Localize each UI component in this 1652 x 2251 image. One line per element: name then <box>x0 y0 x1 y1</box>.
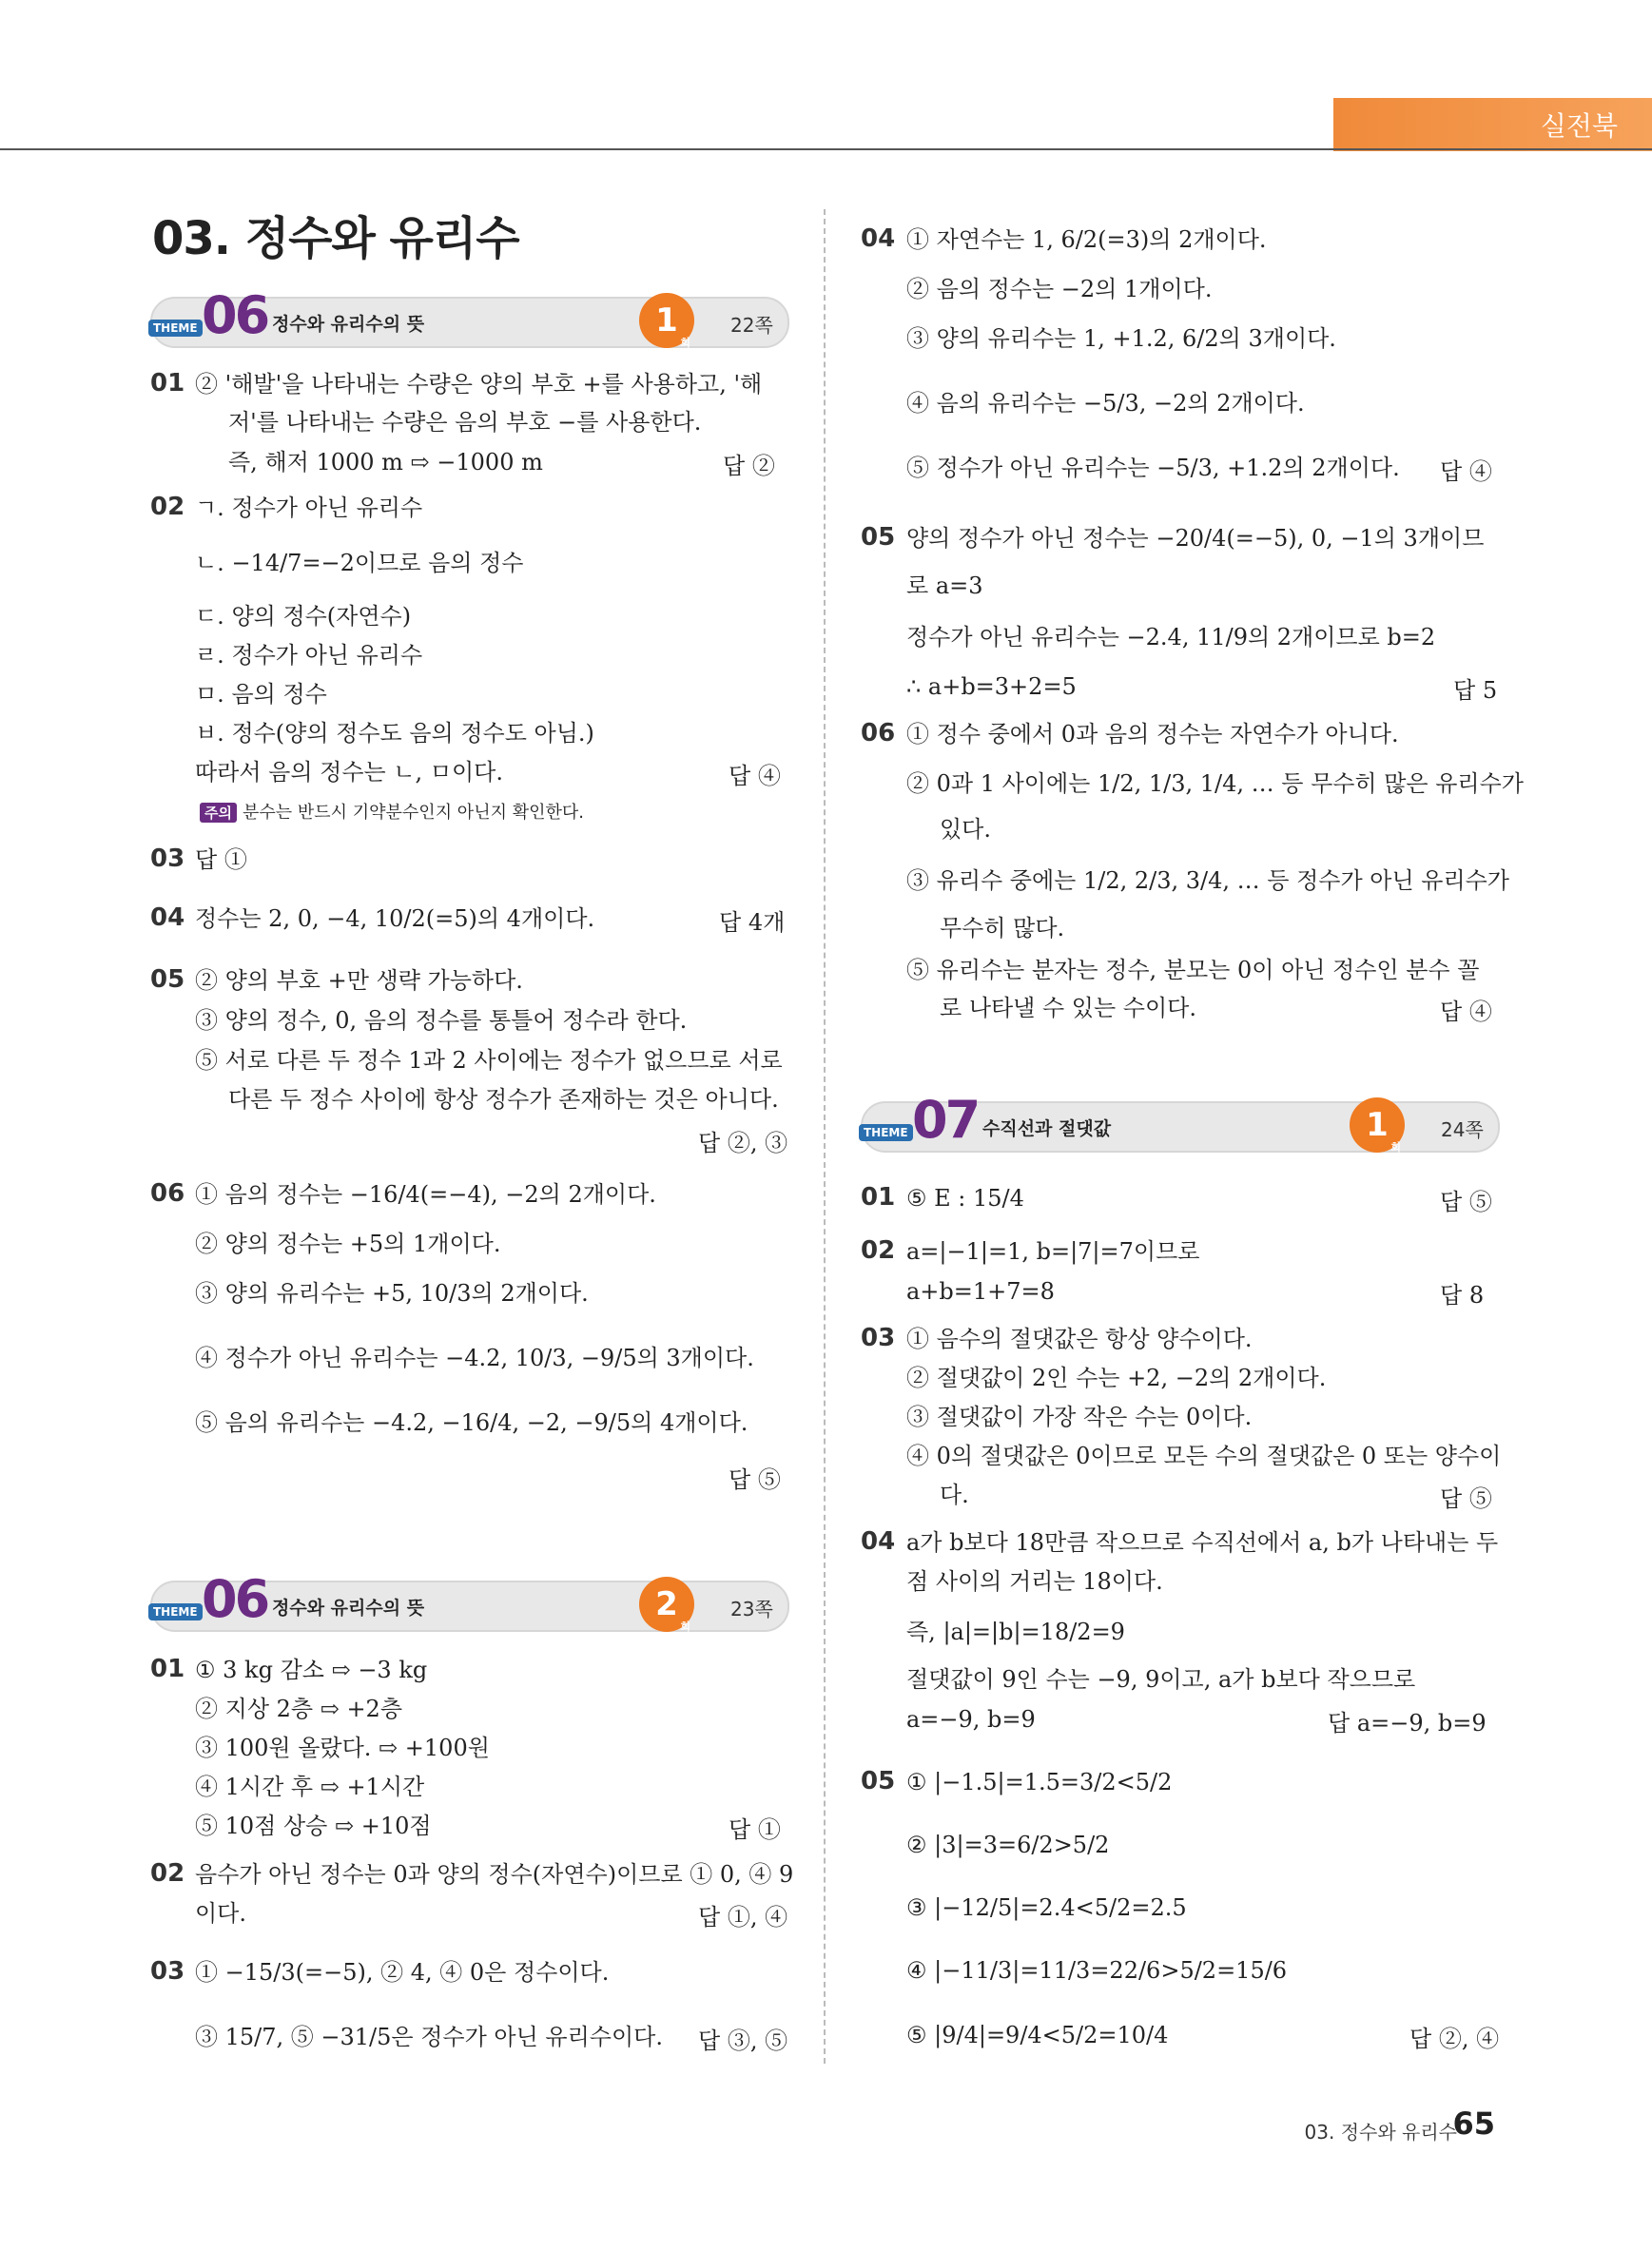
solution-line: ② 절댓값이 2인 수는 +2, −2의 2개이다. <box>906 1365 1327 1391</box>
theme-tag: THEME <box>859 1124 913 1141</box>
section-tab-label: 실전북 <box>1540 110 1618 142</box>
page-reference: 22쪽 <box>730 314 773 337</box>
footer-chapter-label: 03. 정수와 유리수 <box>1304 2121 1457 2144</box>
solution-line: ㄷ. 양의 정수(자연수) <box>195 603 412 630</box>
solution-line: ② '해발'을 나타내는 수량은 양의 부호 +를 사용하고, '해 <box>195 371 763 398</box>
solution-line: ⑤ E : 15/4 <box>906 1185 1024 1212</box>
solution-line: ⑤ 음의 유리수는 −4.2, −16/4, −2, −9/5의 4개이다. <box>195 1409 748 1436</box>
answer-mark: 답 ④ <box>1440 458 1492 485</box>
solution-line: ① 3 kg 감소 ⇨ −3 kg <box>195 1657 428 1683</box>
answer-mark: 답 ③, ⑤ <box>698 2028 788 2054</box>
round-badge: 1 회 <box>639 293 694 348</box>
answer-mark: 답 ⑤ <box>1440 1485 1492 1512</box>
solution-line: ⑤ 서로 다른 두 정수 1과 2 사이에는 정수가 없으므로 서로 <box>195 1047 783 1074</box>
round-badge: 2 회 <box>639 1577 694 1632</box>
solution-line: 따라서 음의 정수는 ㄴ, ㅁ이다. <box>195 759 503 786</box>
solution-line: 다. <box>940 1482 969 1508</box>
solution-line: ① 음수의 절댓값은 항상 양수이다. <box>906 1326 1253 1352</box>
solution-line: 절댓값이 9인 수는 −9, 9이고, a가 b보다 작으므로 <box>906 1666 1416 1693</box>
solution-line: ② 양의 정수는 +5의 1개이다. <box>195 1231 501 1257</box>
solution-line: ④ 0의 절댓값은 0이므로 모든 수의 절댓값은 0 또는 양수이 <box>906 1443 1502 1469</box>
solution-line: ④ 정수가 아닌 유리수는 −4.2, 10/3, −9/5의 3개이다. <box>195 1345 754 1371</box>
problem-number: 01 <box>150 369 185 398</box>
solution-line: ③ 100원 올랐다. ⇨ +100원 <box>195 1735 490 1761</box>
solution-line: 답 ① <box>195 846 247 873</box>
solution-line: 즉, 해저 1000 m ⇨ −1000 m <box>228 449 543 475</box>
problem-number: 02 <box>150 1859 185 1888</box>
answer-mark: 답 ① <box>729 1816 781 1843</box>
caution-note: 주의 분수는 반드시 기약분수인지 아닌지 확인한다. <box>200 799 584 824</box>
solution-line: 음수가 아닌 정수는 0과 양의 정수(자연수)이므로 ① 0, ④ 9 <box>195 1861 794 1888</box>
page-reference: 24쪽 <box>1441 1118 1484 1141</box>
page-number: 65 <box>1452 2105 1495 2142</box>
solution-line: 이다. <box>195 1900 246 1927</box>
answer-mark: 답 a=−9, b=9 <box>1328 1710 1487 1737</box>
solution-line: a+b=1+7=8 <box>906 1278 1055 1305</box>
solution-line: ∴ a+b=3+2=5 <box>906 673 1077 700</box>
answer-mark: 답 ④ <box>729 763 781 789</box>
solution-line: a=−9, b=9 <box>906 1706 1036 1733</box>
theme-number: 07 <box>912 1090 979 1150</box>
solution-line: ㄹ. 정수가 아닌 유리수 <box>195 642 423 669</box>
answer-mark: 답 ②, ③ <box>698 1130 788 1156</box>
solution-line: ④ 음의 유리수는 −5/3, −2의 2개이다. <box>906 390 1305 417</box>
solution-line: ② 0과 1 사이에는 1/2, 1/3, 1/4, … 등 무수히 많은 유리수가 <box>906 770 1524 797</box>
solution-line: 다른 두 정수 사이에 항상 정수가 존재하는 것은 아니다. <box>228 1086 779 1113</box>
solution-line: ⑤ |9/4|=9/4<5/2=10/4 <box>906 2022 1169 2048</box>
problem-number: 03 <box>150 1957 185 1986</box>
answer-mark: 답 8 <box>1440 1282 1485 1309</box>
problem-number: 03 <box>861 1324 896 1352</box>
solution-line: 무수히 많다. <box>940 915 1065 941</box>
answer-mark: 답 ② <box>723 453 775 479</box>
solution-line: ③ 절댓값이 가장 작은 수는 0이다. <box>906 1404 1253 1430</box>
solution-line: ② |3|=3=6/2>5/2 <box>906 1832 1110 1858</box>
problem-number: 01 <box>861 1183 896 1212</box>
solution-line: ⑤ 정수가 아닌 유리수는 −5/3, +1.2의 2개이다. <box>906 455 1400 481</box>
solution-line: ② 지상 2층 ⇨ +2층 <box>195 1696 403 1722</box>
solution-line: ③ 양의 정수, 0, 음의 정수를 통틀어 정수라 한다. <box>195 1007 688 1034</box>
solution-line: 양의 정수가 아닌 정수는 −20/4(=−5), 0, −1의 3개이므 <box>906 525 1485 552</box>
theme-title: 수직선과 절댓값 <box>982 1118 1112 1139</box>
page-reference: 23쪽 <box>730 1598 773 1620</box>
problem-number: 06 <box>150 1179 185 1208</box>
solution-line: ② 음의 정수는 −2의 1개이다. <box>906 276 1213 302</box>
solution-line: ⑤ 유리수는 분자는 정수, 분모는 0이 아닌 정수인 분수 꼴 <box>906 957 1480 983</box>
solution-line: ① −15/3(=−5), ② 4, ④ 0은 정수이다. <box>195 1959 610 1986</box>
solution-line: 정수는 2, 0, −4, 10/2(=5)의 4개이다. <box>195 905 595 932</box>
problem-number: 02 <box>861 1236 896 1265</box>
solution-line: 로 나타낼 수 있는 수이다. <box>940 995 1196 1021</box>
problem-number: 04 <box>861 224 896 253</box>
solution-line: 정수가 아닌 유리수는 −2.4, 11/9의 2개이므로 b=2 <box>906 624 1436 650</box>
answer-mark: 답 ④ <box>1440 999 1492 1025</box>
solution-line: a가 b보다 18만큼 작으므로 수직선에서 a, b가 나타내는 두 <box>906 1529 1499 1556</box>
answer-mark: 답 ②, ④ <box>1409 2026 1500 2052</box>
theme-title: 정수와 유리수의 뜻 <box>272 314 425 335</box>
problem-number: 02 <box>150 493 185 521</box>
solution-line: ㄴ. −14/7=−2이므로 음의 정수 <box>195 550 524 576</box>
problem-number: 04 <box>150 903 185 932</box>
solution-line: ② 양의 부호 +만 생략 가능하다. <box>195 967 523 994</box>
solution-line: 저'를 나타내는 수량은 음의 부호 −를 사용한다. <box>228 409 702 436</box>
solution-line: ① 자연수는 1, 6/2(=3)의 2개이다. <box>906 226 1267 253</box>
header-rule <box>0 148 1652 150</box>
chapter-title: 03. 정수와 유리수 <box>152 212 519 265</box>
problem-number: 06 <box>861 719 896 747</box>
round-badge: 1 회 <box>1350 1097 1405 1153</box>
theme-banner <box>150 1569 789 1633</box>
theme-tag: THEME <box>148 1603 203 1620</box>
solution-line: ① |−1.5|=1.5=3/2<5/2 <box>906 1769 1173 1795</box>
problem-number: 04 <box>861 1527 896 1556</box>
solution-line: 즉, |a|=|b|=18/2=9 <box>906 1619 1125 1645</box>
column-divider <box>824 209 826 2064</box>
answer-mark: 답 5 <box>1453 677 1498 704</box>
solution-line: 있다. <box>940 816 991 843</box>
solution-line: ④ 1시간 후 ⇨ +1시간 <box>195 1774 425 1800</box>
theme-tag: THEME <box>148 320 203 337</box>
answer-mark: 답 ⑤ <box>1440 1189 1492 1215</box>
problem-number: 05 <box>150 965 185 994</box>
answer-mark: 답 4개 <box>719 909 786 936</box>
solution-line: ④ |−11/3|=11/3=22/6>5/2=15/6 <box>906 1957 1288 1984</box>
solution-line: ① 정수 중에서 0과 음의 정수는 자연수가 아니다. <box>906 721 1399 747</box>
solution-line: ⑤ 10점 상승 ⇨ +10점 <box>195 1813 432 1839</box>
problem-number: 05 <box>861 523 896 552</box>
theme-banner <box>861 1090 1500 1154</box>
problem-number: 03 <box>150 844 185 873</box>
solution-line: ③ 유리수 중에는 1/2, 2/3, 3/4, … 등 정수가 아닌 유리수가 <box>906 867 1509 894</box>
theme-banner <box>150 285 789 349</box>
section-tab <box>1333 98 1652 151</box>
solution-line: a=|−1|=1, b=|7|=7이므로 <box>906 1238 1200 1265</box>
solution-line: 로 a=3 <box>906 572 983 599</box>
answer-mark: 답 ⑤ <box>729 1466 781 1493</box>
problem-number: 01 <box>150 1655 185 1683</box>
theme-title: 정수와 유리수의 뜻 <box>272 1598 425 1619</box>
solution-line: ③ 양의 유리수는 1, +1.2, 6/2의 3개이다. <box>906 325 1336 352</box>
solution-line: ③ |−12/5|=2.4<5/2=2.5 <box>906 1894 1187 1921</box>
theme-number: 06 <box>202 285 268 345</box>
solution-line: ③ 15/7, ⑤ −31/5은 정수가 아닌 유리수이다. <box>195 2024 663 2050</box>
theme-number: 06 <box>202 1569 268 1629</box>
solution-line: ① 음의 정수는 −16/4(=−4), −2의 2개이다. <box>195 1181 656 1208</box>
problem-number: 05 <box>861 1767 896 1795</box>
solution-line: ㅁ. 음의 정수 <box>195 681 327 708</box>
caution-tag: 주의 <box>200 803 237 823</box>
solution-line: 점 사이의 거리는 18이다. <box>906 1568 1163 1595</box>
solution-line: ㄱ. 정수가 아닌 유리수 <box>195 495 423 521</box>
solution-line: ㅂ. 정수(양의 정수도 음의 정수도 아님.) <box>195 720 594 747</box>
solution-line: ③ 양의 유리수는 +5, 10/3의 2개이다. <box>195 1280 589 1307</box>
answer-mark: 답 ①, ④ <box>698 1904 788 1931</box>
